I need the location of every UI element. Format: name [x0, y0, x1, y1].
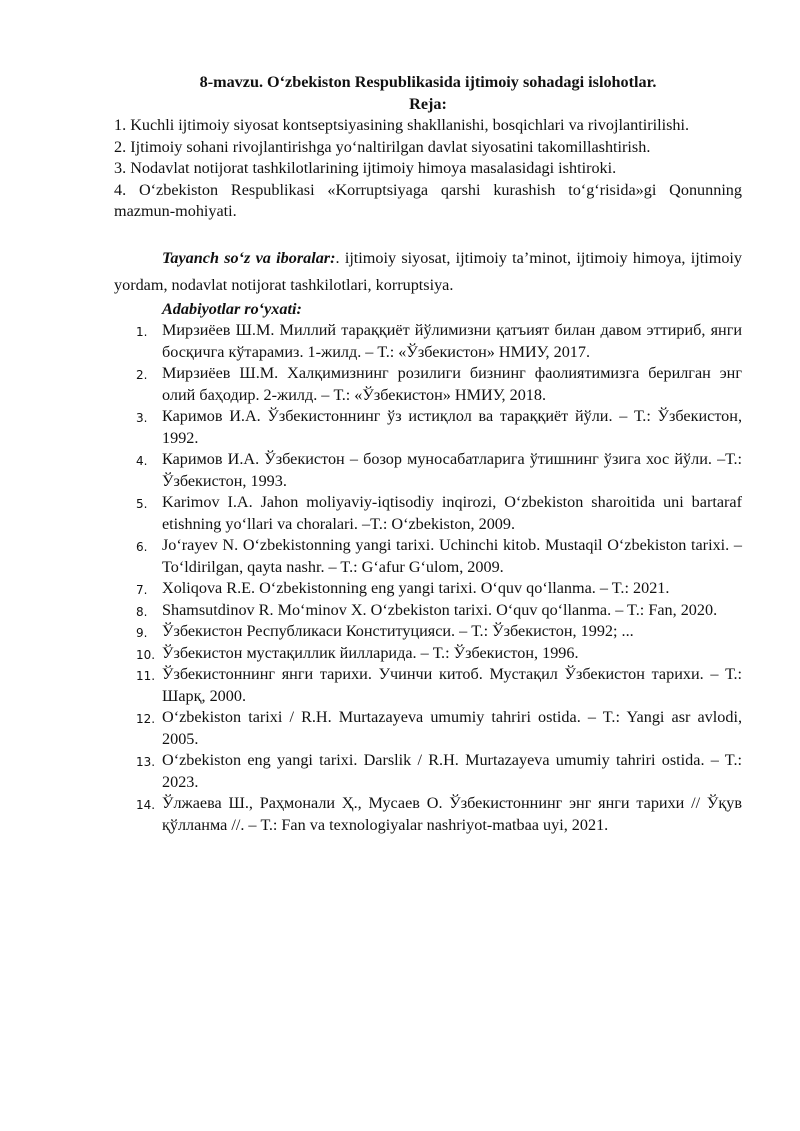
literature-number: 4.	[136, 454, 148, 468]
literature-number: 10.	[136, 647, 156, 662]
literature-heading: Adabiyotlar ro‘yxati:	[162, 299, 302, 318]
keywords-label: Tayanch so‘z va iboralar:	[162, 248, 336, 267]
keywords-paragraph	[114, 245, 742, 299]
spacer	[114, 223, 742, 245]
plan-item: 3. Nodavlat notijorat tashkilotlarining ijtimoiy himoya masalasidagi ishtiroki.	[114, 159, 617, 177]
literature-text: Мирзиёев Ш.М. Миллий тараққиёт йўлимизни қатъият билан давом эттириб, янги босқичга кўтарамиз. 1-жилд. – Т.: «Ўзбекистон» НМИУ, 2017.	[162, 321, 742, 361]
literature-number: 5.	[136, 497, 148, 511]
plan-item: 1. Kuchli ijtimoiy siyosat kontseptsiyasining shakllanishi, bosqichlari va rivojlantirilishi.	[114, 116, 690, 134]
literature-number: 8.	[136, 604, 148, 619]
literature-text: Мирзиёев Ш.М. Халқимизнинг розилиги бизнинг фаолиятимизга берилган энг олий баҳодир. 2-жилд. – Т.: «Ўзбекистон» НМИУ, 2018.	[162, 364, 742, 404]
literature-item	[114, 664, 742, 707]
literature-number: 6.	[136, 540, 148, 554]
plan-list	[114, 115, 742, 223]
literature-number: 7.	[136, 583, 148, 597]
literature-text: Ўзбекистон Республикаси Конституцияси. – Т.: Ўзбекистон, 1992; ...	[162, 622, 634, 640]
literature-item	[114, 363, 742, 406]
plan-item: 4. O‘zbekiston Respublikasi «Korruptsiyaga qarshi kurashish to‘g‘risida»gi Qonunning mazmun-mohiyati.	[114, 180, 742, 220]
literature-text: Каримов И.А. Ўзбекистоннинг ўз истиқлол ва тараққиёт йўли. – Т.: Ўзбекистон, 1992.	[162, 407, 742, 447]
literature-item	[114, 578, 742, 600]
literature-number: 11.	[136, 669, 156, 683]
literature-number: 9.	[136, 626, 148, 640]
literature-text: Ўлжаева Ш., Раҳмонали Ҳ., Мусаев О. Ўзбекистоннинг энг янги тарихи // Ўқув қўлланма //. – Т.: Fan va texnologiyalar nashriyot-matbaa uyi, 2021.	[162, 794, 742, 834]
literature-number: 1.	[136, 325, 148, 339]
literature-item	[114, 535, 742, 578]
literature-list	[114, 320, 742, 836]
literature-item	[114, 449, 742, 492]
literature-number: 12.	[136, 712, 156, 726]
literature-item	[114, 750, 742, 793]
literature-text: Shamsutdinov R. Mo‘minov X. O‘zbekiston tarixi. O‘quv qo‘llanma. – T.: Fan, 2020.	[162, 600, 718, 619]
literature-item	[114, 643, 742, 665]
literature-number: 2.	[136, 368, 148, 382]
literature-item	[114, 492, 742, 535]
literature-number: 13.	[136, 755, 156, 769]
literature-text: Ўзбекистон мустақиллик йилларида. – Т.: Ўзбекистон, 1996.	[162, 643, 579, 662]
literature-text: Каримов И.А. Ўзбекистон – бозор муносабатларига ўтишнинг ўзига хос йўли. –Т.: Ўзбекистон, 1993.	[162, 450, 742, 490]
literature-text: Ўзбекистоннинг янги тарихи. Учинчи китоб. Мустақил Ўзбекистон тарихи. – Т.: Шарқ, 2000.	[162, 665, 742, 705]
literature-number: 14.	[136, 798, 156, 812]
literature-item	[114, 793, 742, 836]
document-title: 8-mavzu. O‘zbekiston Respublikasida ijtimoiy sohadagi islohotlar.	[199, 73, 657, 91]
literature-item	[114, 621, 742, 643]
literature-text: O‘zbekiston eng yangi tarixi. Darslik / R.H. Murtazayeva umumiy tahriri ostida. – T.: 2023.	[162, 751, 742, 791]
literature-text: Jo‘rayev N. O‘zbekistonning yangi tarixi. Uchinchi kitob. Mustaqil O‘zbekiston tarixi. – To‘ldirilgan, qayta nashr. – T.: G‘afur G‘ulom, 2009.	[162, 536, 742, 576]
document-page	[114, 72, 742, 836]
literature-text: Karimov I.A. Jahon moliyaviy-iqtisodiy inqirozi, O‘zbekiston sharoitida uni bartaraf etishning yo‘llari va choralari. –T.: O‘zbekiston, 2009.	[162, 493, 742, 533]
literature-number: 3.	[136, 411, 148, 425]
literature-text: Xoliqova R.E. O‘zbekistonning eng yangi tarixi. O‘quv qo‘llanma. – T.: 2021.	[162, 579, 670, 597]
plan-heading: Reja:	[409, 94, 447, 113]
literature-item	[114, 600, 742, 622]
plan-item: 2. Ijtimoiy sohani rivojlantirishga yo‘naltirilgan davlat siyosatini takomillashtirish.	[114, 137, 651, 156]
literature-item	[114, 406, 742, 449]
literature-text: O‘zbekiston tarixi / R.H. Murtazayeva umumiy tahriri ostida. – T.: Yangi asr avlodi, 2005.	[162, 708, 742, 748]
literature-item	[114, 320, 742, 363]
literature-item	[114, 707, 742, 750]
keywords-text: . ijtimoiy siyosat, ijtimoiy ta’minot, ijtimoiy himoya, ijtimoiy yordam, nodavlat notijorat tashkilotlari, korruptsiya.	[114, 248, 742, 294]
